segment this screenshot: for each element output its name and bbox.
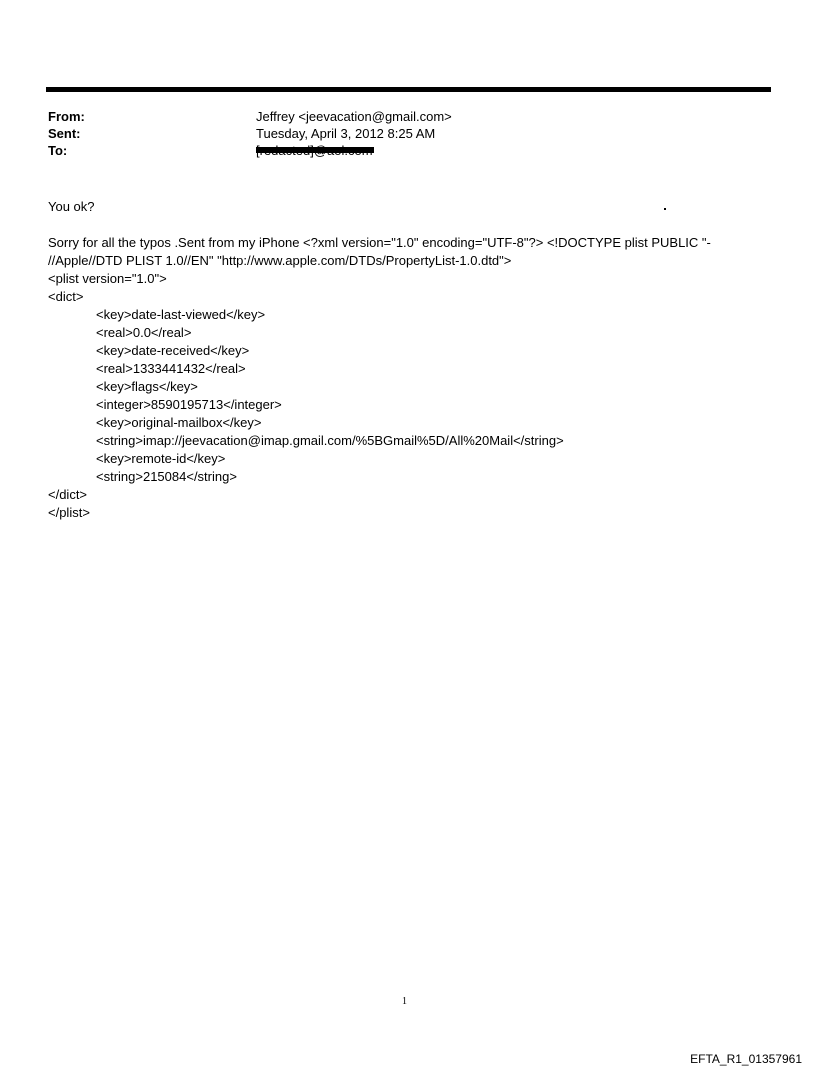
dict-line: <integer>8590195713</integer>	[96, 397, 282, 412]
to-value-redacted	[256, 142, 374, 159]
from-value: Jeffrey <jeevacation@gmail.com>	[256, 109, 452, 124]
body-line-1: Sorry for all the typos .Sent from my iPhone <?xml version="1.0" encoding="UTF-8"?> <!DOCTYPE plist PUBLIC "-	[48, 235, 711, 250]
dict-line: <key>date-last-viewed</key>	[96, 307, 266, 322]
dict-line: <real>1333441432</real>	[96, 361, 246, 376]
dict-line: <key>flags</key>	[96, 379, 198, 394]
from-label: From:	[48, 109, 85, 124]
plist-open-line: <plist version="1.0">	[48, 271, 167, 286]
sent-value: Tuesday, April 3, 2012 8:25 AM	[256, 126, 436, 141]
to-label: To:	[48, 143, 68, 158]
document-id: EFTA_R1_01357961	[690, 1052, 802, 1066]
header-divider	[46, 87, 771, 92]
dict-line: <real>0.0</real>	[96, 325, 192, 340]
plist-close-line: </plist>	[48, 505, 90, 520]
dict-line: <key>date-received</key>	[96, 343, 250, 358]
sent-label: Sent:	[48, 126, 81, 141]
dict-line: <key>original-mailbox</key>	[96, 415, 262, 430]
dict-line: <string>215084</string>	[96, 469, 237, 484]
stray-mark	[664, 208, 666, 210]
greeting-line: You ok?	[48, 199, 95, 214]
body-line-2: //Apple//DTD PLIST 1.0//EN" "http://www.apple.com/DTDs/PropertyList-1.0.dtd">	[48, 253, 512, 268]
dict-line: <key>remote-id</key>	[96, 451, 226, 466]
dict-open-line: <dict>	[48, 289, 84, 304]
page-number: 1	[402, 996, 407, 1007]
redaction-bar	[256, 147, 374, 153]
dict-line: <string>imap://jeevacation@imap.gmail.com/%5BGmail%5D/All%20Mail</string>	[96, 433, 564, 448]
dict-close-line: </dict>	[48, 487, 88, 502]
